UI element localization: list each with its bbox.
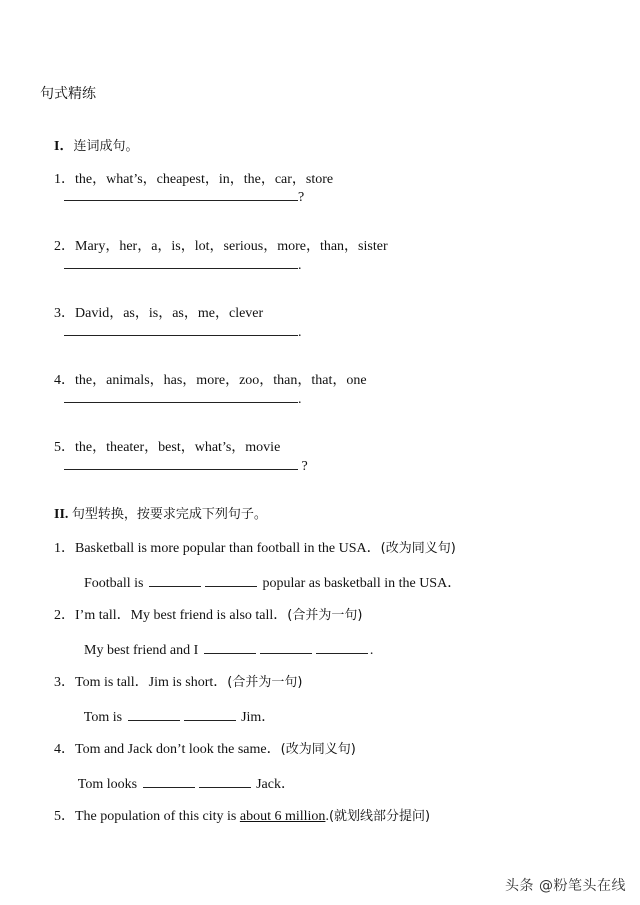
answer-blank[interactable] [64, 388, 298, 403]
end-punctuation: ? [298, 459, 308, 474]
item-note: (改为同义句) [380, 541, 456, 556]
answer-blank[interactable] [64, 321, 298, 336]
underlined-phrase: about 6 million [239, 809, 326, 824]
answer-blank[interactable] [260, 641, 312, 654]
s1-answer-5[interactable] [64, 455, 308, 473]
section-1-label: I． [54, 139, 74, 154]
item-note: (改为同义句) [280, 742, 356, 757]
item-number: 3． [54, 675, 75, 690]
item-number: 3． [54, 306, 75, 321]
item-words: the，animals，has，more，zoo，than，that，one [75, 373, 367, 388]
section-2-title: 句型转换，按要求完成下列句子。 [71, 507, 267, 522]
section-1-title: 连词成句。 [73, 139, 139, 154]
item-text: Tom and Jack don’t look the same． [75, 742, 281, 757]
s1-answer-4[interactable] [64, 388, 302, 406]
item-words: Mary，her，a，is，lot，serious，more，than，sister [75, 239, 388, 254]
answer-suffix: . [369, 643, 374, 658]
item-note: (合并为一句) [227, 675, 303, 690]
answer-blank[interactable] [184, 708, 236, 721]
s1-answer-2[interactable] [64, 254, 302, 272]
answer-prefix: Tom is [83, 710, 126, 725]
item-number: 4． [54, 742, 75, 757]
answer-blank[interactable] [316, 641, 368, 654]
answer-blank[interactable] [204, 641, 256, 654]
answer-blank[interactable] [64, 455, 298, 470]
item-text: Tom is tall．Jim is short． [75, 675, 228, 690]
item-words: David，as，is，as，me，clever [75, 306, 264, 321]
end-punctuation: . [298, 325, 302, 340]
item-text: Basketball is more popular than football in the USA． [75, 541, 381, 556]
answer-blank[interactable] [64, 186, 298, 201]
item-words: the，theater，best，what’s，movie [75, 440, 281, 455]
item-text-end: . [325, 809, 329, 824]
s1-answer-3[interactable] [64, 321, 302, 339]
answer-suffix: popular as basketball in the USA． [259, 576, 462, 591]
end-punctuation: ? [298, 190, 305, 205]
item-number: 2． [54, 239, 75, 254]
answer-prefix: My best friend and I [84, 643, 202, 658]
s1-answer-1[interactable] [64, 186, 304, 204]
end-punctuation: . [298, 392, 302, 407]
watermark: 头条 @粉笔头在线 [505, 878, 626, 894]
answer-blank[interactable] [143, 775, 195, 788]
item-number: 1． [54, 541, 75, 556]
answer-suffix: Jack． [252, 777, 295, 792]
answer-blank[interactable] [64, 254, 298, 269]
end-punctuation: . [298, 258, 302, 273]
answer-blank[interactable] [149, 574, 201, 587]
item-text: I’m tall．My best friend is also tall． [75, 608, 288, 623]
item-note: (合并为一句) [287, 608, 363, 623]
answer-prefix: Tom looks [77, 777, 141, 792]
item-words: the，what’s，cheapest，in，the，car，store [75, 172, 334, 187]
s2-item-5 [40, 790, 430, 844]
item-number: 2． [54, 608, 75, 623]
answer-blank[interactable] [205, 574, 257, 587]
answer-prefix: Football is [84, 576, 148, 591]
item-text: The population of this city is [75, 809, 240, 824]
item-number: 5． [54, 809, 75, 824]
item-note: (就划线部分提问) [328, 809, 431, 824]
section-2-label: II. [54, 507, 69, 522]
item-number: 1． [54, 172, 75, 187]
answer-blank[interactable] [199, 775, 251, 788]
answer-blank[interactable] [128, 708, 180, 721]
item-number: 4． [54, 373, 75, 388]
item-number: 5． [54, 440, 75, 455]
page-heading: 句式精练 [40, 87, 96, 102]
answer-suffix: Jim． [237, 710, 276, 725]
